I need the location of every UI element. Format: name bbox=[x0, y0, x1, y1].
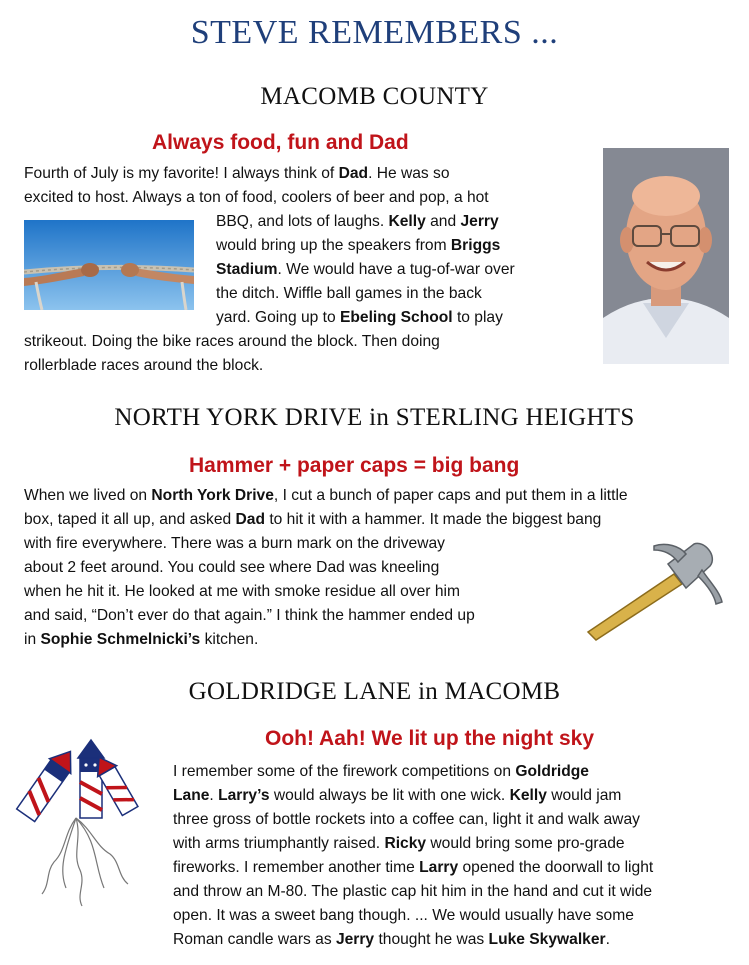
story-line: yard. Going up to Ebeling School to play bbox=[216, 309, 503, 326]
story-line: rollerblade races around the block. bbox=[24, 357, 264, 374]
bold-name: Stadium bbox=[216, 261, 278, 278]
bold-name: Larry bbox=[419, 859, 459, 876]
section-heading-north-york-drive bbox=[0, 404, 749, 432]
bold-name: Ebeling School bbox=[339, 309, 453, 326]
story-line: and said, “Don’t ever do that again.” I think the hammer ended up bbox=[24, 607, 475, 624]
bold-name: Ricky bbox=[384, 835, 427, 852]
story-line: I remember some of the firework competitions on Goldridge bbox=[173, 763, 589, 780]
story-line: box, taped it all up, and asked Dad to hit it with a hammer. It made the biggest bang bbox=[24, 511, 602, 528]
heading-street: NORTH YORK DRIVE bbox=[114, 404, 363, 431]
tug-of-war-photo bbox=[24, 220, 194, 310]
bold-name: Jerry bbox=[460, 213, 499, 230]
bold-name: Goldridge bbox=[515, 763, 589, 780]
story-line: the ditch. Wiffle ball games in the back bbox=[216, 285, 482, 302]
story-line: and throw an M-80. The plastic cap hit him in the hand and cut it wide bbox=[173, 883, 653, 900]
bold-name: Lane bbox=[173, 787, 210, 804]
story-line: Stadium. We would have a tug-of-war over bbox=[216, 261, 515, 278]
story-line: Lane. Larry’s would always be lit with one wick. Kelly would jam bbox=[173, 787, 622, 804]
portrait-photo bbox=[603, 148, 729, 364]
bold-name: Kelly bbox=[509, 787, 547, 804]
bold-name: Luke Skywalker bbox=[488, 931, 606, 948]
story-line: BBQ, and lots of laughs. Kelly and Jerry bbox=[216, 213, 499, 230]
section-subheading-hammer: Hammer + paper caps = big bang bbox=[189, 454, 520, 477]
bold-name: Dad bbox=[338, 165, 369, 182]
page-title: STEVE REMEMBERS ... bbox=[190, 14, 559, 51]
story-line: with fire everywhere. There was a burn mark on the driveway bbox=[24, 535, 445, 552]
bold-name: Jerry bbox=[335, 931, 375, 948]
bold-name: Kelly bbox=[388, 213, 426, 230]
bold-name: Dad bbox=[235, 511, 265, 528]
heading-in: in bbox=[411, 678, 445, 705]
story-line: When we lived on North York Drive, I cut a bunch of paper caps and put them in a little bbox=[24, 487, 628, 504]
story-line: Roman candle wars as Jerry thought he was Luke Skywalker. bbox=[173, 931, 610, 948]
bold-name: Briggs bbox=[450, 237, 501, 254]
story-line: would bring up the speakers from Briggs bbox=[216, 237, 501, 254]
story-line: fireworks. I remember another time Larry opened the doorwall to light bbox=[173, 859, 654, 876]
section-subheading-night-sky: Ooh! Aah! We lit up the night sky bbox=[265, 727, 594, 750]
story-line: three gross of bottle rockets into a coffee can, light it and walk away bbox=[173, 811, 640, 828]
story-line: open. It was a sweet bang though. ... We would usually have some bbox=[173, 907, 634, 924]
story-line: excited to host. Always a ton of food, coolers of beer and pop, a hot bbox=[24, 189, 489, 206]
section-subheading-food-fun-dad: Always food, fun and Dad bbox=[152, 131, 409, 154]
bold-name: North York Drive bbox=[151, 487, 274, 504]
story-line: in Sophie Schmelnicki’s kitchen. bbox=[24, 631, 259, 648]
story-line: Fourth of July is my favorite! I always think of Dad. He was so bbox=[24, 165, 450, 182]
bold-name: Sophie Schmelnicki’s bbox=[40, 631, 201, 648]
story-line: when he hit it. He looked at me with smoke residue all over him bbox=[24, 583, 460, 600]
heading-place: STERLING HEIGHTS bbox=[395, 404, 635, 431]
story-line: about 2 feet around. You could see where Dad was kneeling bbox=[24, 559, 440, 576]
fireworks-rockets-illustration bbox=[6, 738, 156, 908]
section-heading-macomb-county: MACOMB COUNTY bbox=[260, 83, 489, 110]
heading-in: in bbox=[362, 404, 396, 431]
section-heading-goldridge-lane bbox=[0, 678, 749, 706]
heading-place: MACOMB bbox=[444, 678, 561, 705]
bold-name: Larry’s bbox=[218, 787, 270, 804]
hammer-illustration bbox=[582, 536, 727, 646]
story-line: with arms triumphantly raised. Ricky would bring some pro-grade bbox=[173, 835, 625, 852]
heading-street: GOLDRIDGE LANE bbox=[188, 678, 412, 705]
story-line: strikeout. Doing the bike races around the block. Then doing bbox=[24, 333, 440, 350]
